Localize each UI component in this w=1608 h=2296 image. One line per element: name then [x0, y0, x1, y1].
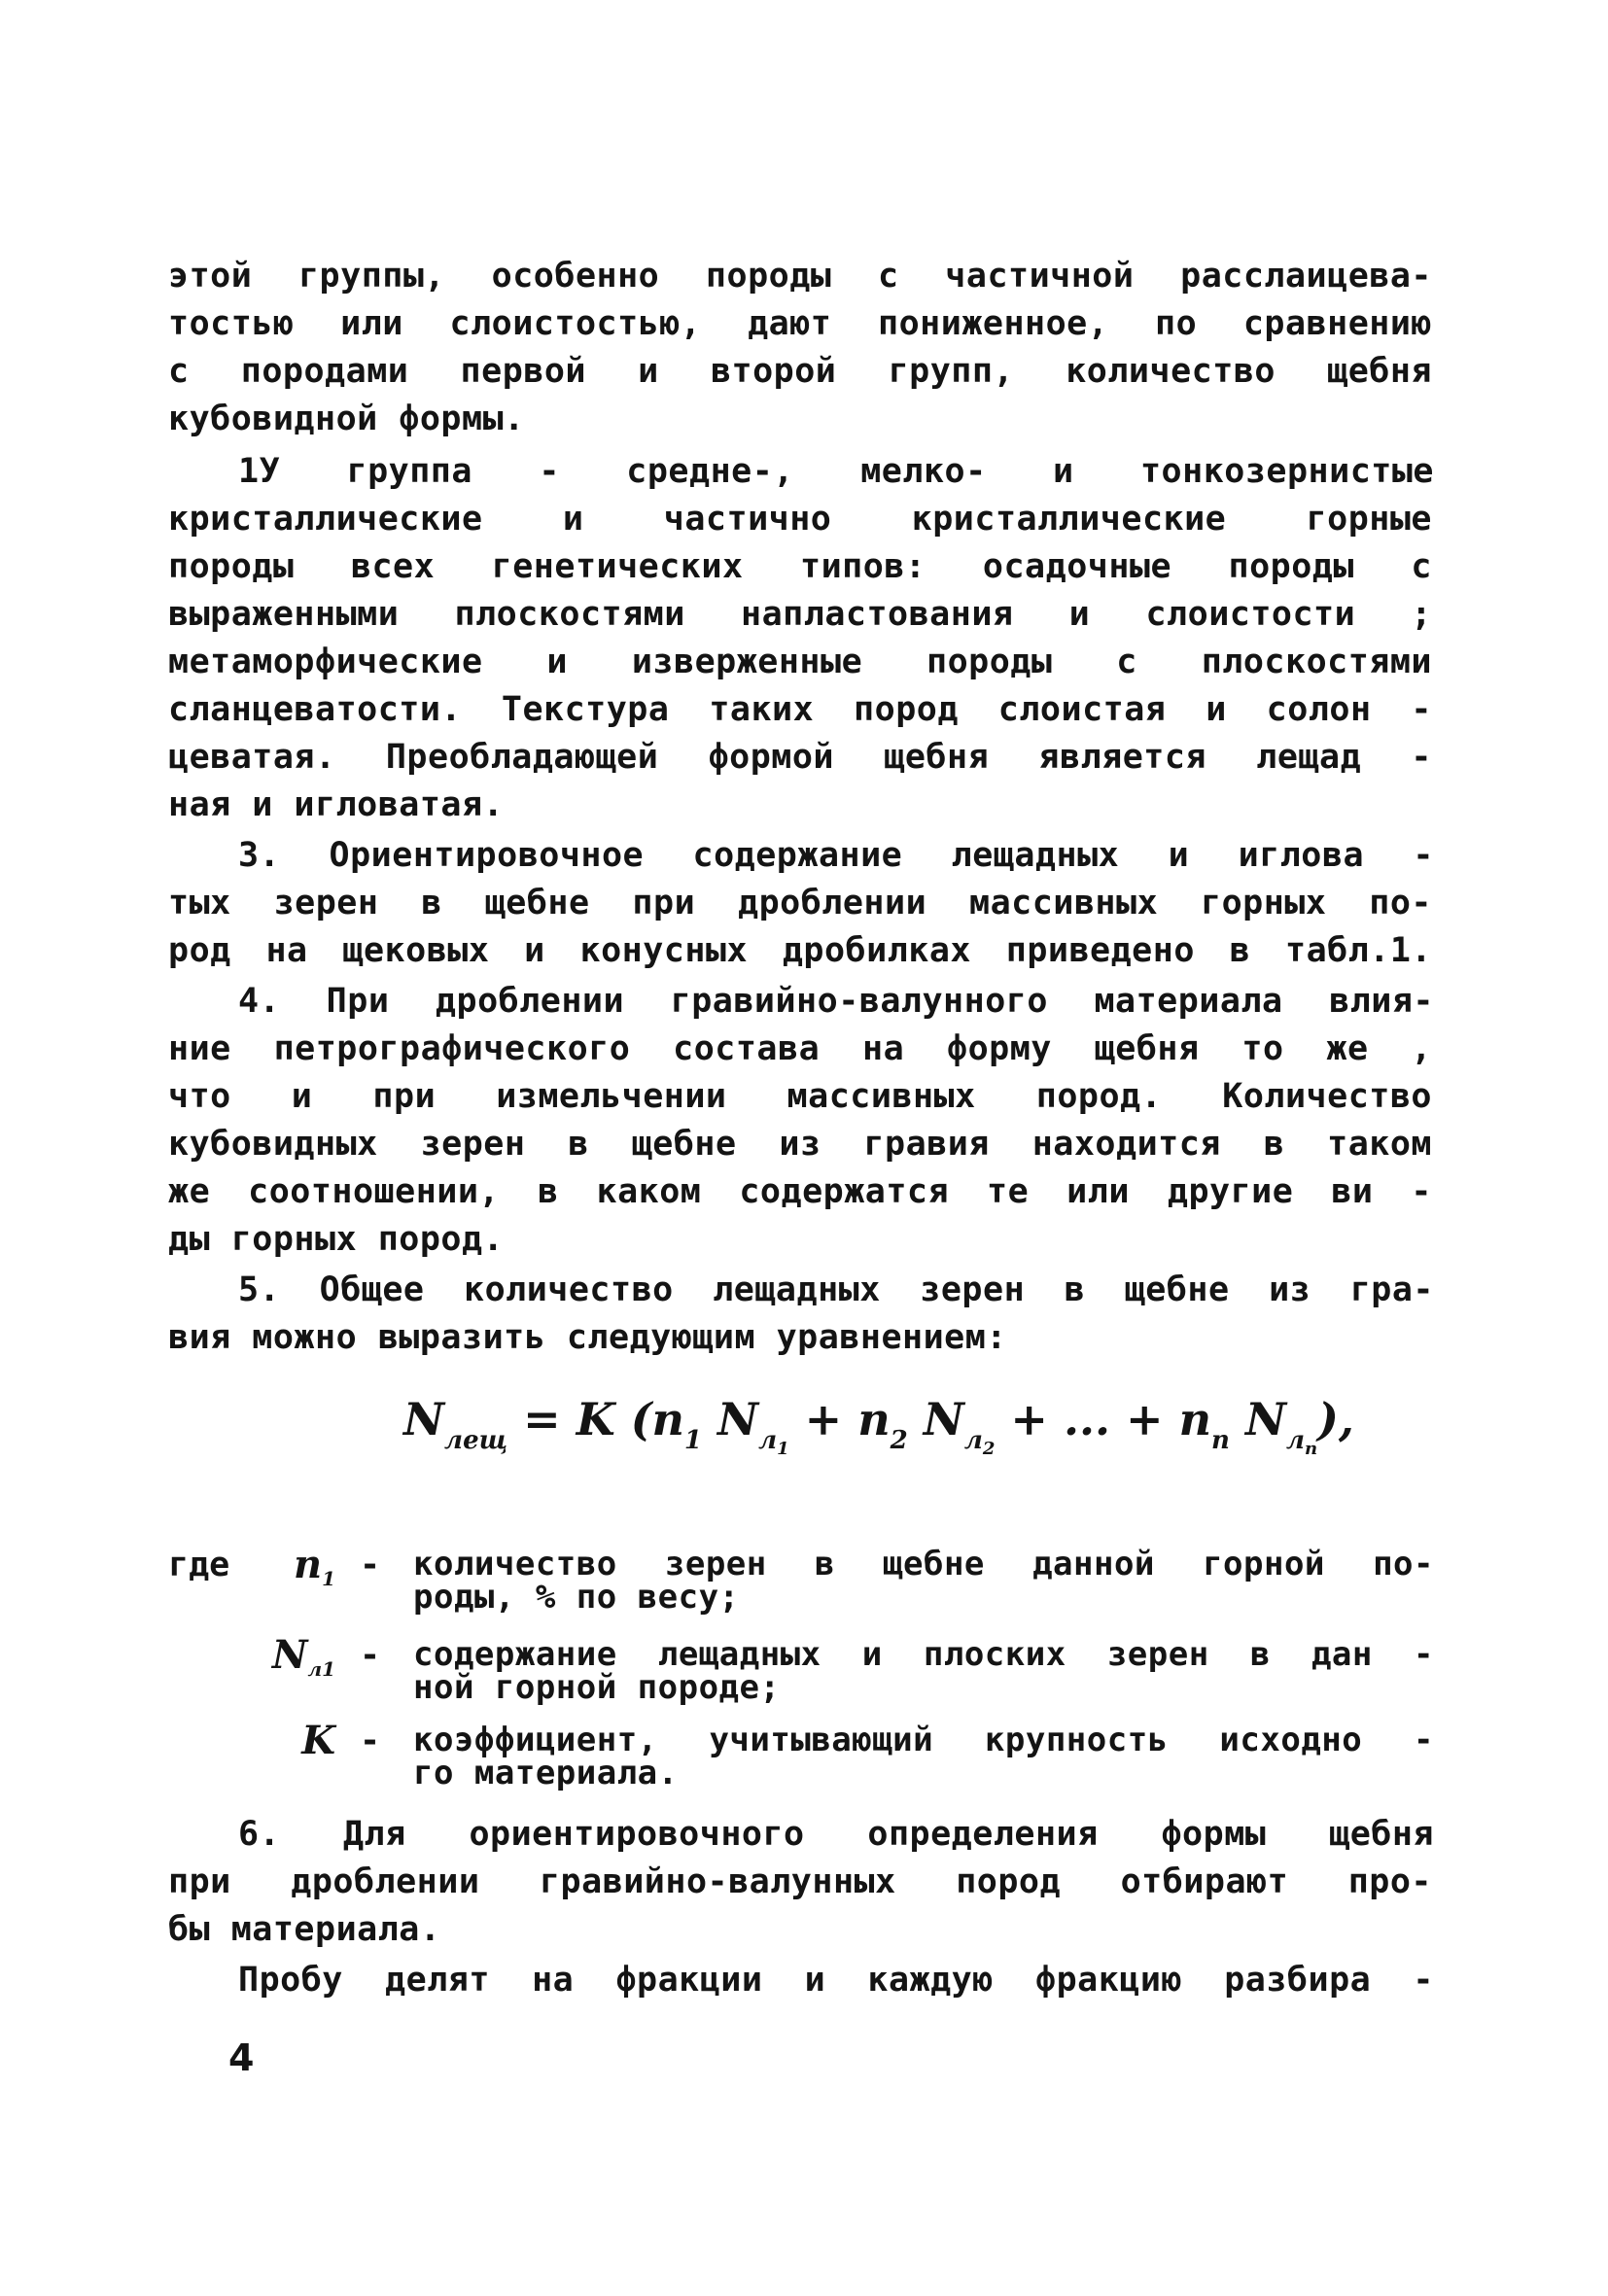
definition-1-symbol: $n_1$: [293, 1542, 335, 1590]
paragraph-1-line-2: тостью или слоистостью, дают пониженное, по сравнению: [168, 304, 1432, 343]
formula-t2-N: N: [923, 1393, 964, 1445]
formula-comma: ,: [1338, 1393, 1354, 1445]
formula-t2-N-sub: л: [963, 1426, 983, 1455]
paragraph-2-line-3: породы всех генетических типов: осадочные породы с: [168, 547, 1432, 586]
paragraph-2-line-1: 1У группа - средне-, мелко- и тонкозернистые: [238, 452, 1434, 491]
formula-plus-ellipsis: + ... +: [1010, 1393, 1164, 1445]
paragraph-4-line-1: 4. При дроблении гравийно-валунного материала влия-: [238, 982, 1434, 1021]
formula-t1-N-sub: л: [758, 1426, 778, 1455]
formula-open-paren: (: [630, 1393, 652, 1445]
formula-tn-N: N: [1244, 1393, 1287, 1445]
formula-t1-N-subsub: 1: [777, 1439, 789, 1459]
paragraph-6-line-2: при дроблении гравийно-валунных пород отбирают про-: [168, 1862, 1432, 1901]
definition-3-line-1: коэффициент, учитывающий крупность исходно -: [413, 1721, 1434, 1759]
formula-tn-N-subsub: n: [1305, 1439, 1318, 1459]
paragraph-6-line-3: бы материала.: [168, 1910, 441, 1949]
formula-tn-n: n: [1178, 1393, 1212, 1445]
paragraph-4-line-3: что и при измельчении массивных пород. Количество: [168, 1077, 1432, 1116]
paragraph-3-line-2: тых зерен в щебне при дроблении массивных горных по-: [168, 884, 1432, 922]
paragraph-6-line-1: 6. Для ориентировочного определения формы щебня: [238, 1815, 1434, 1854]
formula-coef: K: [576, 1393, 615, 1445]
paragraph-2-line-6: сланцеватости. Текстура таких пород слоистая и солон -: [168, 690, 1432, 729]
formula-t2-n: n: [857, 1393, 891, 1445]
definition-1-line-1: количество зерен в щебне данной горной по-: [413, 1545, 1434, 1583]
formula-tn-n-sub: n: [1211, 1426, 1230, 1455]
paragraph-2-line-2: кристаллические и частично кристаллические горные: [168, 500, 1432, 539]
formula-plus-1: +: [804, 1393, 843, 1445]
paragraph-2-line-8: ная и игловатая.: [168, 785, 505, 824]
paragraph-1-line-1: этой группы, особенно породы с частичной расслаицева-: [168, 257, 1432, 296]
paragraph-5-line-1: 5. Общее количество лещадных зерен в щебне из гра-: [238, 1270, 1434, 1309]
formula-t2-n-sub: 2: [890, 1426, 908, 1455]
definition-2-dash: -: [360, 1636, 381, 1675]
formula-t1-n-sub: 1: [683, 1426, 703, 1455]
page-number: 4: [228, 2036, 255, 2079]
definition-1-line-2: роды, % по весу;: [413, 1578, 740, 1617]
paragraph-2-line-5: метаморфические и изверженные породы с плоскостями: [168, 643, 1432, 681]
formula-t1-n: n: [651, 1393, 684, 1445]
definition-2-symbol: $N_{л1}$: [271, 1632, 335, 1681]
paragraph-4-line-4: кубовидных зерен в щебне из гравия находится в таком: [168, 1125, 1432, 1164]
paragraph-2-line-4: выраженными плоскостями напластования и слоистости ;: [168, 595, 1432, 634]
paragraph-4-line-2: ние петрографического состава на форму щебня то же ,: [168, 1029, 1432, 1068]
paragraph-3-line-1: 3. Ориентировочное содержание лещадных и игловa -: [238, 836, 1434, 875]
definition-3-dash: -: [360, 1722, 381, 1760]
formula-tn-N-sub: л: [1286, 1426, 1306, 1455]
definition-3-line-2: го материала.: [413, 1754, 679, 1792]
definition-2-line-2: ной горной породе;: [413, 1668, 781, 1707]
formula-lhs-sub: лещ: [444, 1426, 508, 1455]
formula-t2-N-subsub: 2: [982, 1439, 996, 1459]
paragraph-1-line-4: кубовидной формы.: [168, 400, 525, 438]
definition-1-dash: -: [360, 1546, 381, 1584]
paragraph-2-line-7: цеватая. Преобладающей формой щебня является лещад -: [168, 738, 1432, 777]
paragraph-5-line-2: вия можно выразить следующим уравнением:: [168, 1318, 1007, 1357]
formula-lhs: N: [403, 1393, 445, 1445]
paragraph-4-line-5: же соотношении, в каком содержатся те или другие ви -: [168, 1172, 1432, 1211]
formula-equals: =: [523, 1393, 561, 1445]
definition-3-symbol: K: [301, 1718, 335, 1763]
definition-2-line-1: содержание лещадных и плоских зерен в дан -: [413, 1635, 1434, 1674]
definitions-where-label: где: [168, 1546, 230, 1584]
formula-t1-N: N: [717, 1393, 759, 1445]
paragraph-4-line-6: ды горных пород.: [168, 1220, 505, 1259]
paragraph-3-line-3: род на щековых и конусных дробилках приведено в табл.1.: [168, 931, 1432, 970]
formula-close-paren: ): [1317, 1393, 1339, 1445]
paragraph-7-line-1: Пробу делят на фракции и каждую фракцию разбира -: [238, 1961, 1434, 2000]
paragraph-1-line-3: с породами первой и второй групп, количество щебня: [168, 352, 1432, 391]
formula-leshch: [403, 1380, 1354, 1487]
